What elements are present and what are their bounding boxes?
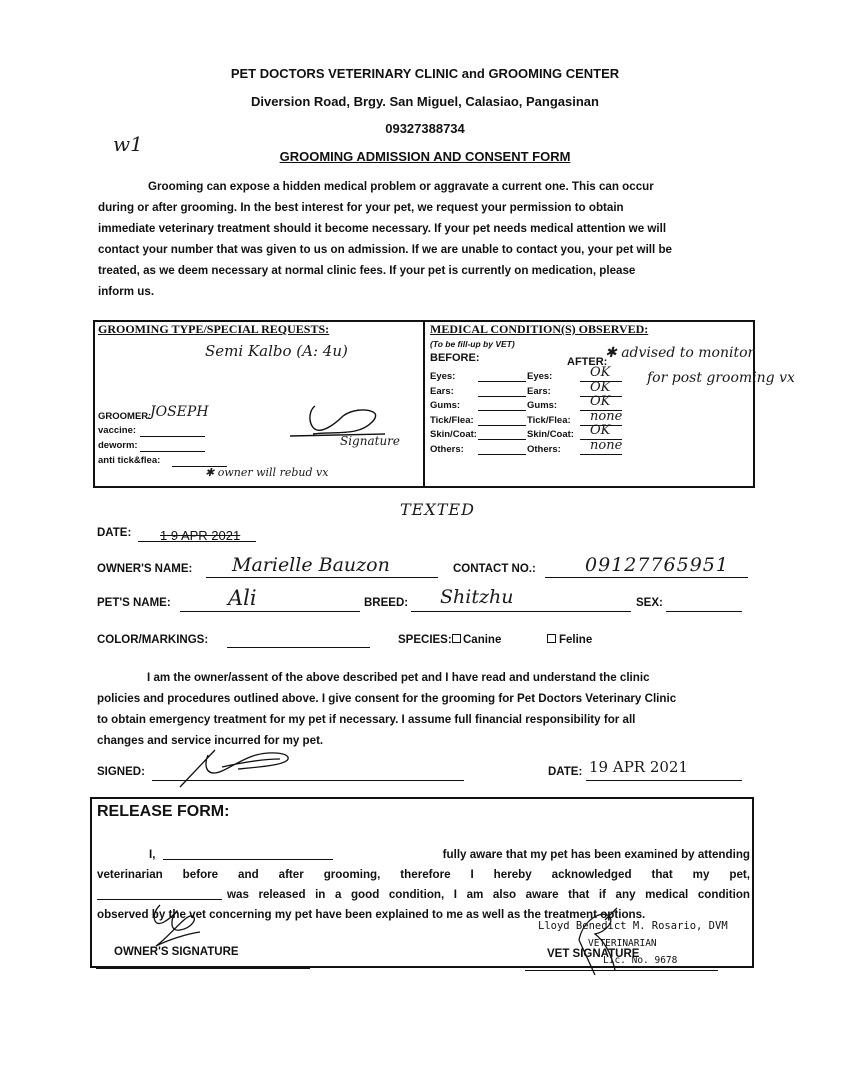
vet-title-stamp: VETERINARIAN [588, 938, 657, 949]
owner-signature-label: OWNER'S SIGNATURE [114, 946, 239, 958]
contact-field[interactable] [545, 577, 748, 578]
release-line3: was released in a good condition, I am also aware that if any medical condition [227, 888, 750, 901]
vet-signature-label: VET SIGNATURE [547, 948, 640, 960]
vet-signature [565, 900, 635, 980]
after-row-value: none [590, 438, 623, 453]
pet-name-field[interactable] [180, 611, 360, 612]
consent-paragraph [97, 667, 750, 751]
clinic-name: PET DOCTORS VETERINARY CLINIC and GROOMING CENTER [230, 66, 620, 81]
before-row-field[interactable] [478, 381, 526, 382]
intro-line: inform us. [98, 285, 155, 298]
owner-name-value: Marielle Bauzon [232, 554, 390, 576]
signature-label: Signature [340, 434, 401, 448]
owner-name-field[interactable] [206, 577, 438, 578]
signed-date-label: DATE: [548, 766, 583, 778]
before-row-field[interactable] [478, 425, 526, 426]
intro-line: during or after grooming. In the best interest for your pet, we request your permission to obtain [98, 201, 624, 214]
before-row-label: Others: [430, 444, 464, 455]
color-field[interactable] [227, 647, 370, 648]
before-row-field[interactable] [478, 396, 526, 397]
owner-signature-line[interactable] [96, 968, 310, 969]
grooming-note-text: owner will rebud vx [217, 466, 329, 479]
release-line2: veterinarian before and after grooming, therefore I hereby acknowledged that my pet, [97, 868, 750, 881]
before-row-label: Tick/Flea: [430, 414, 474, 426]
breed-field[interactable] [411, 611, 631, 612]
clinic-phone: 09327388734 [385, 121, 465, 136]
after-row-field[interactable] [580, 454, 622, 455]
vet-signature-line[interactable] [525, 970, 718, 971]
vaccine-label: vaccine: [98, 425, 137, 436]
intro-line: contact your number that was given to us on admission. If we are unable to contact you, your pet will be [98, 243, 672, 256]
contact-label: CONTACT NO.: [453, 563, 536, 575]
canine-option[interactable] [452, 634, 501, 646]
before-row-label: Ears: [430, 385, 454, 397]
intro-line: treated, as we deem necessary at normal clinic fees. If your pet is currently on medication, please [98, 264, 636, 277]
after-row-value: OK [590, 379, 611, 395]
feline-label: Feline [559, 634, 593, 646]
before-row-label: Skin/Coat: [430, 429, 477, 441]
after-row-label: Gums: [527, 400, 558, 412]
after-row-label: Tick/Flea: [527, 414, 571, 426]
clinic-address: Diversion Road, Brgy. San Miguel, Calasiao, Pangasinan [251, 94, 599, 109]
groomer-label: GROOMER: [98, 411, 152, 422]
sex-label: SEX: [636, 597, 663, 609]
vet-license-stamp: Lic. No. 9678 [603, 955, 678, 966]
owner-name-label: OWNER'S NAME: [97, 563, 193, 575]
before-row-field[interactable] [478, 410, 526, 411]
after-row-label: Eyes: [527, 371, 553, 382]
before-row-field[interactable] [478, 454, 526, 455]
date-label: DATE: [97, 527, 132, 539]
medical-box-subtitle: (To be fill-up by VET) [430, 339, 515, 349]
after-row-value: OK [590, 423, 611, 439]
pet-name-value: Ali [228, 586, 257, 610]
vet-name-stamp: Lloyd Benedict M. Rosario, DVM [538, 920, 728, 932]
vet-margin-note-1: ✱ advised to monitor [605, 345, 755, 361]
after-row-value: OK [590, 365, 611, 380]
vet-margin-note-1-text: advised to monitor [621, 345, 755, 361]
consent-line: to obtain emergency treatment for my pet if necessary. I assume full financial responsibility for all [97, 713, 636, 726]
intro-paragraph [98, 176, 750, 302]
after-row-label: Others: [527, 444, 561, 455]
consent-line: changes and service incurred for my pet. [97, 734, 324, 747]
signed-date-value: 19 APR 2021 [589, 758, 689, 776]
vet-margin-note-2: for post grooming vx [647, 370, 795, 386]
signed-label: SIGNED: [97, 766, 145, 778]
consent-line: policies and procedures outlined above. I give consent for the grooming for Pet Doctors Veterinary Clinic [97, 692, 677, 705]
medical-box-title: MEDICAL CONDITION(S) OBSERVED: [430, 322, 649, 336]
breed-value: Shitzhu [440, 586, 514, 608]
vaccine-field[interactable] [140, 436, 205, 437]
groomer-value[interactable]: JOSEPH [150, 404, 209, 420]
feline-checkbox[interactable] [547, 634, 556, 643]
after-row-label: Skin/Coat: [527, 429, 574, 441]
deworm-label: deworm: [98, 440, 138, 451]
corner-note: w1 [113, 132, 143, 156]
consent-line: I am the owner/assent of the above described pet and I have read and understand the clinic [147, 671, 650, 684]
sex-field[interactable] [666, 611, 742, 612]
release-owner-field[interactable] [163, 859, 333, 860]
breed-label: BREED: [364, 597, 409, 609]
after-label: AFTER: [567, 356, 608, 368]
box-divider [423, 320, 425, 488]
date-value: 1 9 APR 2021 [160, 528, 241, 543]
release-title: RELEASE FORM: [97, 803, 230, 820]
after-row-value: OK [590, 394, 611, 410]
after-row-label: Ears: [527, 385, 551, 397]
canine-checkbox[interactable] [452, 634, 461, 643]
before-label: BEFORE: [430, 352, 480, 364]
signed-date-field[interactable] [586, 780, 742, 781]
release-line1: fully aware that my pet has been examined by attending [442, 848, 750, 861]
contact-value: 09127765951 [585, 554, 729, 576]
color-label: COLOR/MARKINGS: [97, 634, 209, 646]
antitick-label: anti tick&flea: [98, 455, 161, 466]
intro-line: Grooming can expose a hidden medical problem or aggravate a current one. This can occur [148, 180, 654, 193]
deworm-field[interactable] [140, 451, 205, 452]
grooming-note: ✱ owner will rebud vx [205, 466, 329, 479]
after-row-value: none [590, 408, 623, 424]
form-title: GROOMING ADMISSION AND CONSENT FORM [279, 149, 571, 164]
species-label: SPECIES: [398, 634, 452, 646]
texted-note: TEXTED [400, 500, 475, 519]
intro-line: immediate veterinary treatment should it become necessary. If your pet needs medical attention we will [98, 222, 667, 235]
pet-name-label: PET'S NAME: [97, 597, 171, 609]
before-row-field[interactable] [478, 439, 526, 440]
release-line4: observed by the vet concerning my pet have been explained to me as well as the treatment options. [97, 908, 646, 921]
before-row-label: Gums: [430, 400, 461, 412]
grooming-box-title: GROOMING TYPE/SPECIAL REQUESTS: [98, 322, 330, 336]
before-row-label: Eyes: [430, 371, 456, 382]
grooming-request: Semi Kalbo (A: 4u) [205, 342, 348, 360]
canine-label: Canine [463, 634, 502, 646]
feline-option[interactable] [547, 634, 592, 646]
release-i: I, [149, 848, 156, 861]
owner-signature [160, 745, 310, 790]
